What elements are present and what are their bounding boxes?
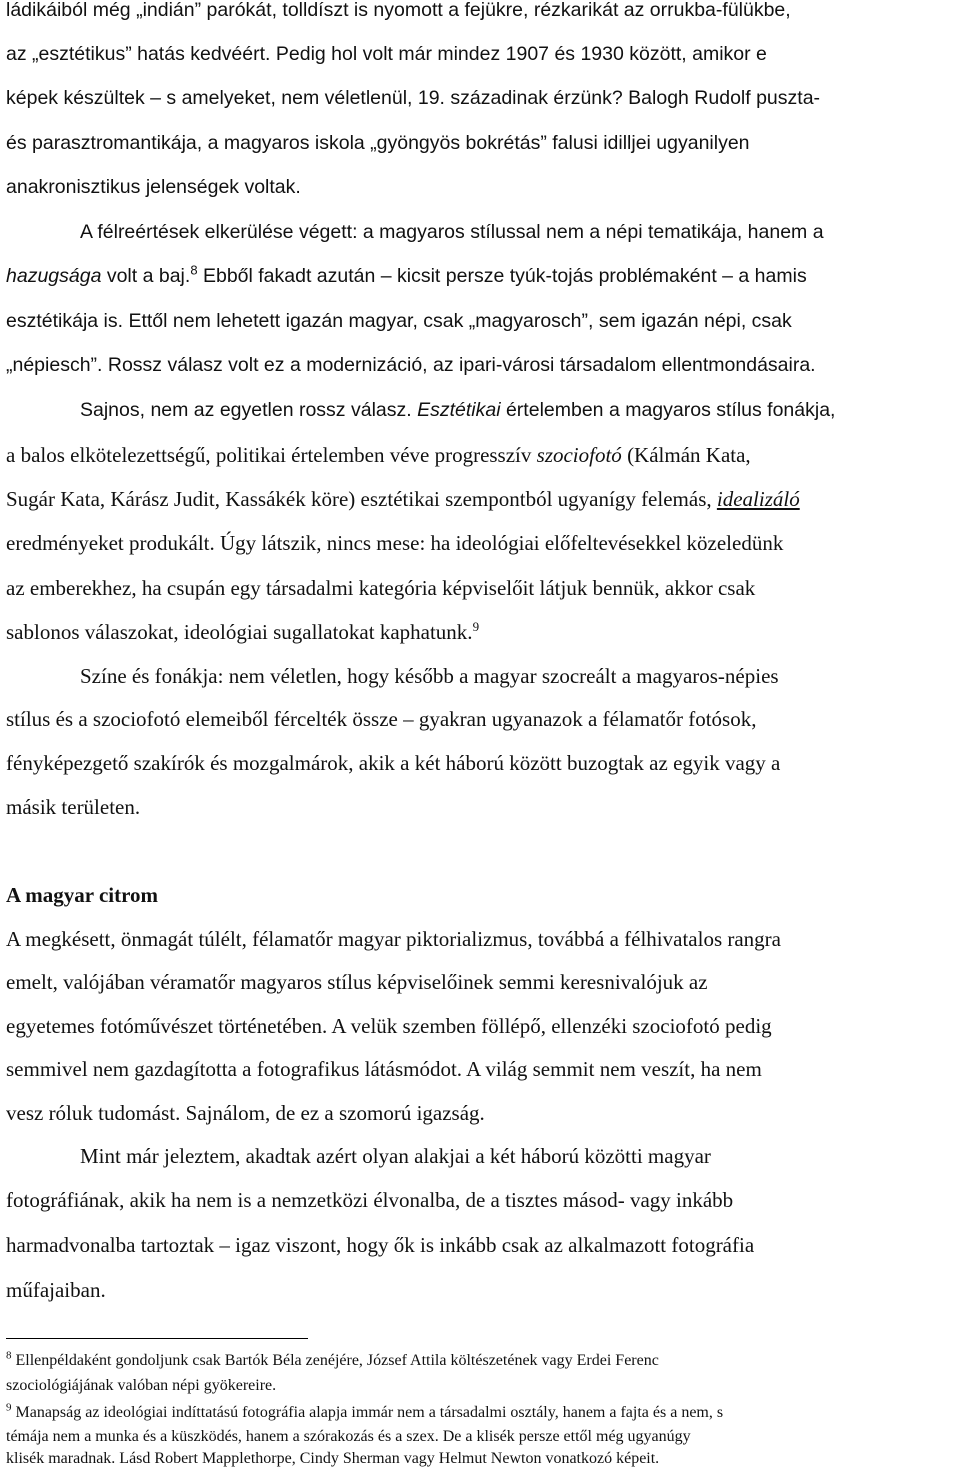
- text-line: az emberekhez, ha csupán egy társadalmi kategória képviselőit látjuk bennük, akkor csak: [6, 576, 756, 600]
- text-line: képek készültek – s amelyeket, nem véletlenül, 19. századinak érzünk? Balogh Rudolf puszta-: [6, 87, 821, 109]
- footnote: $^8$ Ellenpéldaként gondoljunk csak Bartók Béla zenéjére, József Attila költészetének vagy Erdei Ferenc: [6, 1349, 659, 1369]
- text-line: ládikáiból még „indián” parókát, tolldíszt is nyomott a fejükre, rézkarikát az orrukba-fülükbe,: [6, 0, 791, 21]
- text-line: emelt, valójában véramatőr magyaros stílus képviselőinek semmi keresnivalójuk az: [6, 970, 708, 994]
- text-line: eredményeket produkált. Úgy látszik, nincs mese: ha ideológiai előfeltevésekkel közeledünk: [6, 531, 784, 555]
- text-line: hazugsága volt a baj.$^8$ Ebből fakadt azután – kicsit persze tyúk-tojás problémaként – a hamis: [6, 262, 807, 287]
- text-line: fényképezgető szakírók és mozgalmárok, akik a két háború között buzogtak az egyik vagy a: [6, 751, 781, 775]
- text-line: a balos elkötelezettségű, politikai értelemben véve progresszív szociofotó (Kálmán Kata,: [6, 443, 751, 467]
- text-line: másik területen.: [6, 795, 141, 819]
- text-line: sablonos válaszokat, ideológiai sugallatokat kaphatunk.$^9$: [6, 619, 480, 644]
- text-line: „népiesch”. Rossz válasz volt ez a modernizáció, az ipari-városi társadalom ellentmondásaira.: [6, 354, 816, 376]
- footnote: klisék maradnak. Lásd Robert Mapplethorpe, Cindy Sherman vagy Helmut Newton vonatkozó képeit.: [6, 1450, 660, 1467]
- text-line: A megkésett, önmagát túlélt, félamatőr magyar piktorializmus, továbbá a félhivatalos rangra: [6, 927, 781, 951]
- text-line: esztétikája is. Ettől nem lehetett igazán magyar, csak „magyarosch”, sem igazán népi, csak: [6, 310, 792, 332]
- text-line: Színe és fonákja: nem véletlen, hogy később a magyar szocreált a magyaros-népies: [80, 664, 779, 688]
- text-line: anakronisztikus jelenségek voltak.: [6, 176, 301, 198]
- text-line: Sugár Kata, Kárász Judit, Kassákék köre) esztétikai szempontból ugyanígy felemás, idealizáló: [6, 487, 800, 511]
- footnote-divider: [6, 1338, 308, 1339]
- text-line: stílus és a szociofotó elemeiből fércelték össze – gyakran ugyanazok a félamatőr fotósok,: [6, 707, 757, 731]
- text-line: vesz róluk tudomást. Sajnálom, de ez a szomorú igazság.: [6, 1101, 485, 1125]
- text-line: fotográfiának, akik ha nem is a nemzetközi élvonalba, de a tisztes másod- vagy inkább: [6, 1188, 734, 1212]
- section-heading: A magyar citrom: [6, 883, 159, 907]
- footnote: $^9$ Manapság az ideológiai indíttatású fotográfia alapja immár nem a társadalmi osztály, hanem a fajta és a nem, s: [6, 1401, 724, 1421]
- text-line: műfajaiban.: [6, 1278, 106, 1302]
- footnote: témája nem a munka és a küszködés, hanem a szórakozás és a szex. De a klisék persze ettől még ugyanúgy: [6, 1428, 691, 1445]
- footnote-ref: 8: [190, 262, 198, 278]
- text-line: semmivel nem gazdagította a fotografikus látásmódot. A világ semmit nem veszít, ha nem: [6, 1057, 762, 1081]
- text-line: egyetemes fotóművészet történetében. A velük szemben föllépő, ellenzéki szociofotó pedig: [6, 1014, 772, 1038]
- text-line: és parasztromantikája, a magyaros iskola „gyöngyös bokrétás” falusi idilljei ugyanilyen: [6, 132, 750, 154]
- text-line: harmadvonalba tartoztak – igaz viszont, hogy ők is inkább csak az alkalmazott fotográfia: [6, 1233, 755, 1257]
- footnote-ref: 9: [472, 619, 480, 634]
- text-line: az „esztétikus” hatás kedvéért. Pedig hol volt már mindez 1907 és 1930 között, amikor e: [6, 43, 767, 65]
- text-line: Sajnos, nem az egyetlen rossz válasz. Esztétikai értelemben a magyaros stílus fonákja,: [80, 399, 836, 421]
- text-line: A félreértések elkerülése végett: a magyaros stílussal nem a népi tematikája, hanem a: [80, 221, 824, 243]
- footnote: szociológiájának valóban népi gyökereire.: [6, 1377, 277, 1394]
- text-line: Mint már jeleztem, akadtak azért olyan alakjai a két háború közötti magyar: [80, 1144, 711, 1168]
